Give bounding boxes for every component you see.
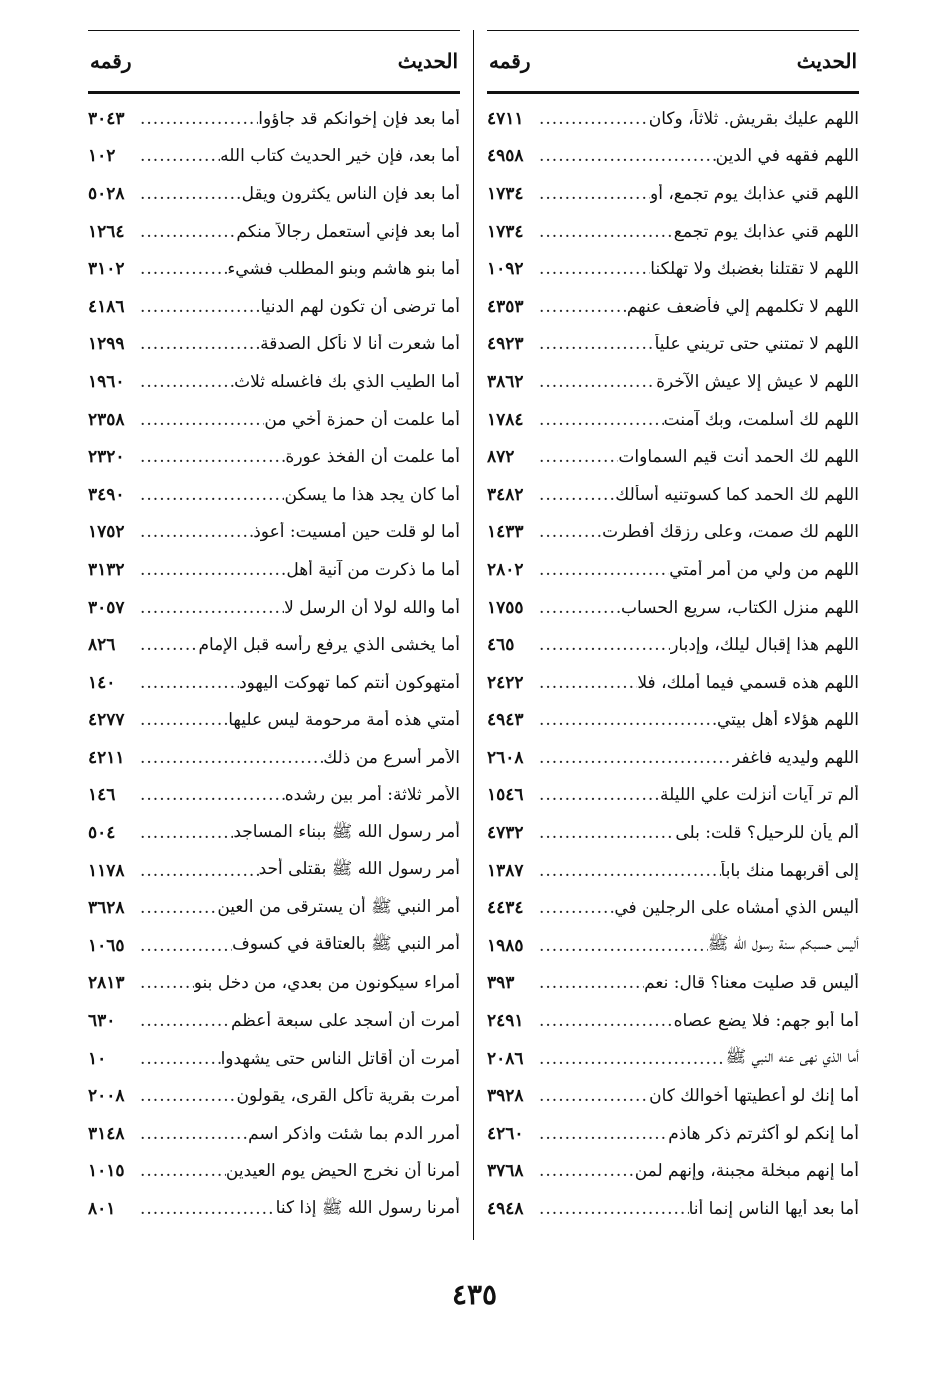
hadith-number: ٣١٣٢ [88, 559, 125, 580]
hadith-text: أمتهوكون أنتم كما تهوكت اليهود [239, 672, 460, 693]
hadith-number: ٢٨١٣ [88, 973, 125, 994]
hadith-number: ٤٩٥٨ [487, 146, 524, 167]
leader-dots [138, 184, 242, 204]
leader-dots [138, 973, 194, 993]
hadith-number: ١٠٦٥ [88, 935, 125, 956]
index-entry [88, 401, 460, 439]
leader-dots [537, 1199, 689, 1219]
leader-dots [537, 485, 615, 505]
leader-dots [537, 410, 664, 430]
index-entry [88, 213, 460, 251]
leader-dots [537, 372, 656, 392]
hadith-number: ٤٩٢٣ [487, 334, 524, 355]
hadith-text: أما بعد فإني أستعمل رجالاً منكم [236, 221, 460, 242]
leader-dots [138, 1086, 237, 1106]
index-entry [88, 965, 460, 1003]
index-entry [88, 1153, 460, 1191]
hadith-number: ٣٩٢٨ [487, 1086, 524, 1107]
index-entry [487, 476, 859, 514]
hadith-number: ٤٢٦٠ [487, 1123, 524, 1144]
left-entries [88, 100, 460, 1228]
hadith-text: أما ترضى أن تكون لهم الدنيا [260, 296, 460, 317]
hadith-text: اللهم هذه قسمي فيما أملك، فلا [637, 672, 859, 693]
page-number: ٤٣٥ [451, 1278, 498, 1311]
index-entry [487, 100, 859, 138]
index-entry [88, 927, 460, 965]
hadith-number: ١٧٣٤ [487, 183, 524, 204]
index-entry [88, 551, 460, 589]
index-entry [487, 965, 859, 1003]
hadith-text: اللهم لك صمت، وعلى رزقك أفطرت [602, 522, 859, 543]
hadith-number: ٣٨٦٢ [487, 371, 524, 392]
hadith-text: أمرت أن أسجد على سبعة أعظم [230, 1011, 460, 1032]
index-entry [487, 889, 859, 927]
hadith-number: ٢٤٩١ [487, 1011, 524, 1032]
index-entry [88, 664, 460, 702]
hadith-text: أمرر الدم بما شئت واذكر اسم [248, 1123, 460, 1144]
index-entry [487, 814, 859, 852]
index-entry [88, 1077, 460, 1115]
hadith-text: أما يخشى الذي يرفع رأسه قبل الإمام [198, 635, 460, 656]
index-entry [487, 1002, 859, 1040]
hadith-number: ١٠٩٢ [487, 259, 524, 280]
leader-dots [138, 673, 239, 693]
hadith-text: أمراء سيكونون من بعدي، من دخل بنو [193, 973, 460, 994]
index-entry [487, 175, 859, 213]
index-entry [487, 1040, 859, 1078]
index-entry [88, 363, 460, 401]
leader-dots [138, 447, 285, 467]
number-header: رقمه [90, 49, 132, 73]
hadith-number: ١٥٤٦ [487, 785, 524, 806]
hadith-text: أما بعد فإن الناس يكثرون ويقل [241, 183, 460, 204]
hadith-number: ١٧٥٢ [88, 522, 125, 543]
leader-dots [537, 973, 644, 993]
index-entry [487, 589, 859, 627]
index-entry [487, 363, 859, 401]
hadith-number: ٤٤٣٤ [487, 898, 524, 919]
hadith-number: ٣٧٦٨ [487, 1161, 524, 1182]
hadith-text: أما بعد، فإن خير الحديث كتاب الله [220, 146, 460, 167]
leader-dots [138, 109, 258, 129]
hadith-text: ألم تر آيات أنزلت علي الليلة [659, 785, 859, 806]
hadith-number: ٥٠٤ [88, 823, 116, 844]
hadith-text: اللهم لا عيش إلا عيش الآخرة [656, 371, 859, 392]
leader-dots [537, 1124, 668, 1144]
left-column [88, 30, 460, 1228]
hadith-text: أما لو قلت حين أمسيت: أعوذ [253, 522, 460, 543]
hadith-number: ٣٩٣ [487, 973, 515, 994]
hadith-number: ١٢٩٩ [88, 334, 125, 355]
hadith-text: اللهم عليك بقريش. ثلاثاً، وكان [648, 108, 859, 129]
index-entry [88, 476, 460, 514]
leader-dots [537, 522, 602, 542]
hadith-number: ٤١٨٦ [88, 296, 125, 317]
leader-dots [537, 635, 670, 655]
index-entry [487, 777, 859, 815]
leader-dots [138, 560, 286, 580]
hadith-number: ٨٠١ [88, 1199, 116, 1220]
hadith-number: ١٢٦٤ [88, 221, 125, 242]
index-entry [487, 514, 859, 552]
hadith-text: ألم يأن للرحيل؟ قلت: بلى [675, 823, 859, 844]
hadith-number: ٣١٤٨ [88, 1123, 125, 1144]
index-entry [487, 626, 859, 664]
hadith-number: ٤٧٣٢ [487, 823, 524, 844]
hadith-text: أليس حسبكم سنة رسول الله ﷺ [707, 934, 859, 955]
leader-dots [138, 146, 220, 166]
hadith-number: ١٧٨٤ [487, 409, 524, 430]
hadith-text: إلى أقربهما منك باباً [720, 860, 859, 881]
hadith-text: أما بعد فإن إخوانكم قد جاؤوا [258, 108, 460, 129]
header-rule [88, 91, 460, 94]
leader-dots [537, 861, 721, 881]
index-entry [487, 438, 859, 476]
leader-dots [138, 1161, 226, 1181]
hadith-text: أما علمت أن الفخذ عورة [285, 447, 460, 468]
hadith-number: ٤٢٧٧ [88, 710, 125, 731]
leader-dots [537, 785, 660, 805]
index-entry [88, 1115, 460, 1153]
hadith-text: أمرت أن أقاتل الناس حتى يشهدوا [220, 1048, 460, 1069]
index-entry [88, 326, 460, 364]
hadith-number: ٣٦٢٨ [88, 898, 125, 919]
leader-dots [138, 861, 259, 881]
column-header [88, 31, 460, 91]
index-entry [88, 250, 460, 288]
hadith-text: أما بعد أيها الناس إنما أنا [688, 1199, 859, 1220]
hadith-text: اللهم لك أسلمت، وبك آمنت [663, 409, 859, 430]
index-entry [487, 1077, 859, 1115]
leader-dots [138, 785, 285, 805]
hadith-text: أمر النبي ﷺ أن يسترقى من العين [217, 896, 460, 917]
hadith-number: ٢٠٨٦ [487, 1048, 524, 1069]
hadith-text: أليس الذي أمشاه على الرجلين في [614, 898, 859, 919]
leader-dots [537, 1049, 726, 1069]
column-divider [473, 30, 474, 1240]
hadith-text: أمرنا رسول الله ﷺ إذا كنا [275, 1197, 460, 1218]
hadith-number: ٤٩٤٣ [487, 710, 524, 731]
hadith-number: ١٠٢ [88, 146, 116, 167]
hadith-header: الحديث [796, 49, 857, 73]
hadith-text: اللهم وليديه فاغفر [732, 747, 859, 768]
leader-dots [537, 1011, 674, 1031]
leader-dots [138, 898, 217, 918]
hadith-text: اللهم قني عذابك يوم تجمع [673, 221, 859, 242]
hadith-number: ١٤٣٣ [487, 522, 524, 543]
index-entry [88, 1040, 460, 1078]
leader-dots [138, 334, 260, 354]
leader-dots [138, 710, 228, 730]
hadith-number: ١٧٣٤ [487, 221, 524, 242]
hadith-number: ٢٠٠٨ [88, 1086, 125, 1107]
hadith-number: ١٤٦ [88, 785, 116, 806]
header-rule [487, 91, 859, 94]
hadith-text: أليس قد صليت معنا؟ قال: نعم [644, 973, 859, 994]
hadith-number: ١٠١٥ [88, 1161, 125, 1182]
hadith-text: أما أبو جهم: فلا يضع عصاه [673, 1011, 859, 1032]
hadith-number: ٢٨٠٢ [487, 559, 524, 580]
index-entry [88, 589, 460, 627]
hadith-text: اللهم هؤلاء أهل بيتي [716, 710, 859, 731]
hadith-text: اللهم منزل الكتاب، سريع الحساب [621, 597, 859, 618]
leader-dots [537, 598, 621, 618]
hadith-text: اللهم لك الحمد كما كسوتنيه أسألك [615, 484, 859, 505]
hadith-text: اللهم قني عذابك يوم تجمع، أو [649, 183, 859, 204]
leader-dots [138, 936, 232, 956]
index-entry [88, 702, 460, 740]
index-entry [88, 438, 460, 476]
hadith-number: ٤٧١١ [487, 108, 524, 129]
hadith-number: ٢٣٥٨ [88, 409, 125, 430]
hadith-text: أما إنكم لو أكثرتم ذكر هاذم [668, 1123, 859, 1144]
hadith-number: ١٤٠ [88, 672, 116, 693]
index-entry [88, 814, 460, 852]
hadith-number: ٣٤٩٠ [88, 484, 125, 505]
hadith-text: أمرت بقرية تأكل القرى، يقولون [236, 1086, 460, 1107]
hadith-text: أما شعرت أنا لا نأكل الصدقة [260, 334, 460, 355]
hadith-text: أما إنك لو أعطيتها أخوالك كان [649, 1086, 859, 1107]
hadith-number: ١٧٥٥ [487, 597, 524, 618]
leader-dots [138, 1049, 221, 1069]
leader-dots [138, 1199, 276, 1219]
leader-dots [138, 1011, 231, 1031]
index-entry [487, 664, 859, 702]
leader-dots [537, 710, 717, 730]
hadith-number: ١٩٦٠ [88, 371, 125, 392]
leader-dots [537, 109, 649, 129]
hadith-text: اللهم لك الحمد أنت قيم السماوات [618, 447, 859, 468]
hadith-number: ٤٢١١ [88, 747, 125, 768]
leader-dots [138, 823, 233, 843]
hadith-number: ٨٢٦ [88, 635, 116, 656]
index-entry [88, 514, 460, 552]
hadith-text: أما ما ذكرت من آنية أهل [286, 559, 460, 580]
hadith-number: ١١٧٨ [88, 860, 125, 881]
hadith-number: ١٠ [88, 1048, 107, 1069]
hadith-number: ٢٦٠٨ [487, 747, 524, 768]
hadith-text: الأمر ثلاثة: أمر بين رشده [284, 785, 460, 806]
hadith-text: اللهم هذا إقبال ليلك، وإدبار [670, 635, 859, 656]
index-entry [487, 739, 859, 777]
hadith-text: أما إنهم مبخلة مجبنة، وإنهم لمن [634, 1161, 859, 1182]
index-entry [88, 626, 460, 664]
leader-dots [537, 297, 627, 317]
hadith-text: اللهم لا تكلمهم إلي فأضعف عنهم [626, 296, 859, 317]
leader-dots [537, 1161, 635, 1181]
index-entry [88, 777, 460, 815]
hadith-number: ٤٣٥٣ [487, 296, 524, 317]
hadith-number: ١٣٨٧ [487, 860, 524, 881]
index-entry [88, 175, 460, 213]
hadith-text: الأمر أسرع من ذلك [323, 747, 460, 768]
index-entry [88, 288, 460, 326]
index-entry [88, 739, 460, 777]
index-entry [487, 551, 859, 589]
column-header [487, 31, 859, 91]
leader-dots [138, 485, 284, 505]
hadith-number: ٤٩٤٨ [487, 1199, 524, 1220]
hadith-text: أما الذي نهى عنه النبي ﷺ [725, 1047, 859, 1068]
leader-dots [138, 297, 260, 317]
index-entry [487, 213, 859, 251]
hadith-text: أمرنا أن نخرج الحيض يوم العيدين [225, 1161, 460, 1182]
index-entry [88, 889, 460, 927]
leader-dots [537, 259, 650, 279]
index-entry [88, 1190, 460, 1228]
index-entry [88, 138, 460, 176]
leader-dots [537, 222, 674, 242]
hadith-header: الحديث [397, 49, 458, 73]
leader-dots [537, 823, 675, 843]
hadith-number: ٣٤٨٢ [487, 484, 524, 505]
index-entry [487, 250, 859, 288]
hadith-number: ٣٠٤٣ [88, 108, 125, 129]
number-header: رقمه [489, 49, 531, 73]
leader-dots [138, 259, 227, 279]
hadith-text: اللهم فقهه في الدين [715, 146, 859, 167]
hadith-number: ٣١٠٢ [88, 259, 125, 280]
hadith-text: أمتي هذه أمة مرحومة ليس عليها [228, 710, 460, 731]
hadith-number: ٢٣٢٠ [88, 447, 125, 468]
index-entry [487, 1115, 859, 1153]
leader-dots [138, 635, 198, 655]
index-entry [487, 288, 859, 326]
leader-dots [537, 936, 708, 956]
leader-dots [138, 1124, 248, 1144]
index-entry [487, 401, 859, 439]
hadith-text: اللهم لا تمتني حتى تريني علياً [654, 334, 859, 355]
hadith-text: اللهم من ولي من أمر أمتي [669, 559, 859, 580]
hadith-text: أمر النبي ﷺ بالعتاقة في كسوف [232, 934, 460, 955]
hadith-number: ٣٠٥٧ [88, 597, 125, 618]
leader-dots [537, 184, 650, 204]
leader-dots [537, 447, 618, 467]
leader-dots [138, 522, 253, 542]
hadith-text: أما علمت أن حمزة أخي من [264, 409, 460, 430]
hadith-text: أمر رسول الله ﷺ ببناء المساجد [233, 821, 460, 842]
index-entry [487, 138, 859, 176]
hadith-text: أما والله لولا أن الرسل لا [284, 597, 460, 618]
leader-dots [537, 748, 732, 768]
hadith-text: أما الطيب الذي بك فاغسله ثلاث [234, 371, 460, 392]
index-entry [487, 326, 859, 364]
hadith-number: ٦٣٠ [88, 1011, 116, 1032]
leader-dots [138, 598, 284, 618]
hadith-text: أما كان يجد هذا ما يسكن [284, 484, 460, 505]
hadith-number: ٥٠٢٨ [88, 183, 125, 204]
leader-dots [537, 898, 614, 918]
leader-dots [537, 673, 637, 693]
hadith-text: أمر رسول الله ﷺ بقتلى أحد [258, 859, 460, 880]
leader-dots [138, 372, 234, 392]
index-entry [487, 1153, 859, 1191]
leader-dots [537, 1086, 649, 1106]
leader-dots [537, 334, 655, 354]
hadith-number: ١٩٨٥ [487, 935, 524, 956]
hadith-number: ٤٦٥ [487, 635, 515, 656]
hadith-number: ٢٤٢٢ [487, 672, 524, 693]
hadith-text: أما بنو هاشم وبنو المطلب فشيء [227, 259, 460, 280]
index-entry [487, 702, 859, 740]
hadith-number: ٨٧٢ [487, 447, 515, 468]
index-entry [487, 927, 859, 965]
leader-dots [537, 560, 669, 580]
leader-dots [138, 410, 264, 430]
hadith-text: اللهم لا تقتلنا بغضبك ولا تهلكنا [650, 259, 859, 280]
right-entries [487, 100, 859, 1228]
index-entry [88, 1002, 460, 1040]
leader-dots [537, 146, 716, 166]
index-entry [487, 852, 859, 890]
leader-dots [138, 748, 323, 768]
leader-dots [138, 222, 236, 242]
index-entry [88, 852, 460, 890]
index-entry [88, 100, 460, 138]
right-column [487, 30, 859, 1228]
index-entry [487, 1190, 859, 1228]
